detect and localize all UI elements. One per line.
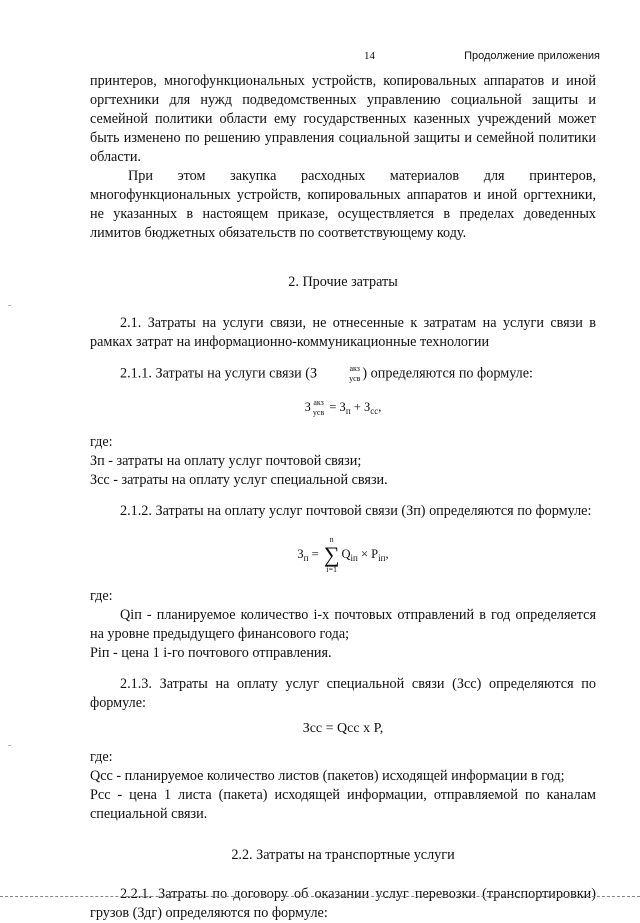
f2-psub: iп [378,552,386,563]
f2-lhs: З [297,546,304,561]
f2-eq: = [311,546,319,561]
f2-sigma: ∑ [323,542,340,567]
page-number: 14 [364,50,375,62]
where-label-3: где: [90,749,113,765]
formula-3: Зсс = Qсс х P, [302,721,384,736]
definition-zp: Зп - затраты на оплату услуг почтовой связи; [90,453,362,469]
section-heading-2: 2. Прочие затраты [288,274,398,290]
definition-qss: Qсс - планируемое количество листов (пакетов) исходящей информации в год; [90,768,565,784]
f2-times: × P [360,546,379,561]
section-heading-2-2: 2.2. Затраты на транспортные услуги [231,847,455,863]
section-2-2-1: 2.2.1. Затраты по договору об оказании услуг перевозки (транспортировки) грузов (Здг) определяются по формуле: [90,886,596,921]
f1-end: , [378,400,382,414]
s211-sub: усв [349,374,361,383]
f1-eq: = З [329,400,346,414]
margin-mark: - [8,300,12,311]
bottom-scan-line [0,896,640,898]
f2-bot: i=1 [326,565,338,574]
f1-plus: + З [353,400,371,414]
f2-top: n [329,535,334,544]
definition-pss: Рсс - цена 1 листа (пакета) исходящей информации, отправляемой по каналам специальной связи. [90,787,596,822]
section-2-1-2: 2.1.2. Затраты на оплату услуг почтовой связи (Зп) определяются по формуле: [120,503,592,519]
f1-lhs: З [304,400,311,414]
paragraph-1: принтеров, многофункциональных устройств, копировальных аппаратов и иной оргтехники для нужд подведомственных управлению социальной защиты и семейной политики области ему государственных казенных учреждений может быть изменено по решению управления социальной защиты и семейной политики области. [90,73,596,165]
s211-sup: акз [349,364,360,373]
f1-sub2: п [345,406,351,416]
paragraph-2: При этом закупка расходных материалов для принтеров, многофункциональных устройств, копировальных аппаратов и иной оргтехники, не указанных в настоящем приказе, осуществляется в пределах доведенных лимитов бюджетных обязательств по соответствующему коду. [90,168,596,241]
s211-text-a: 2.1.1. Затраты на услуги связи (З [120,365,318,382]
f2-end: , [385,546,389,561]
running-title: Продолжение приложения [464,50,600,62]
f1-sub: усв [312,408,325,418]
section-2-1-3: 2.1.3. Затраты на оплату услуг специальной связи (Зсс) определяются по формуле: [90,676,596,711]
where-label-2: где: [90,588,113,604]
where-label-1: где: [90,434,113,450]
s211-text-b: ) определяются по формуле: [362,365,533,382]
f1-sub3: сс [370,406,379,416]
s211-symbol [319,364,360,384]
formula-1 [90,398,596,421]
sigma-symbol [324,535,340,575]
margin-mark: - [8,740,12,751]
f2-q: Q [341,546,351,561]
f2-sub: п [303,552,309,563]
formula-2 [90,535,596,575]
definition-qin: Qiп - планируемое количество i-х почтовых отправлений в год определяется на уровне предыдущего финансового года; [90,607,596,642]
document-body [90,72,596,923]
definition-zss: Зсс - затраты на оплату услуг специальной связи. [90,472,388,488]
section-2-1: 2.1. Затраты на услуги связи, не отнесенные к затратам на услуги связи в рамках затрат на информационно-коммуникационные технологии [90,315,596,350]
section-2-1-1 [90,364,596,384]
f2-qsub: iп [350,552,358,563]
definition-pin: Piп - цена 1 i-го почтового отправления. [90,645,332,661]
f1-sup: акз [313,398,324,408]
